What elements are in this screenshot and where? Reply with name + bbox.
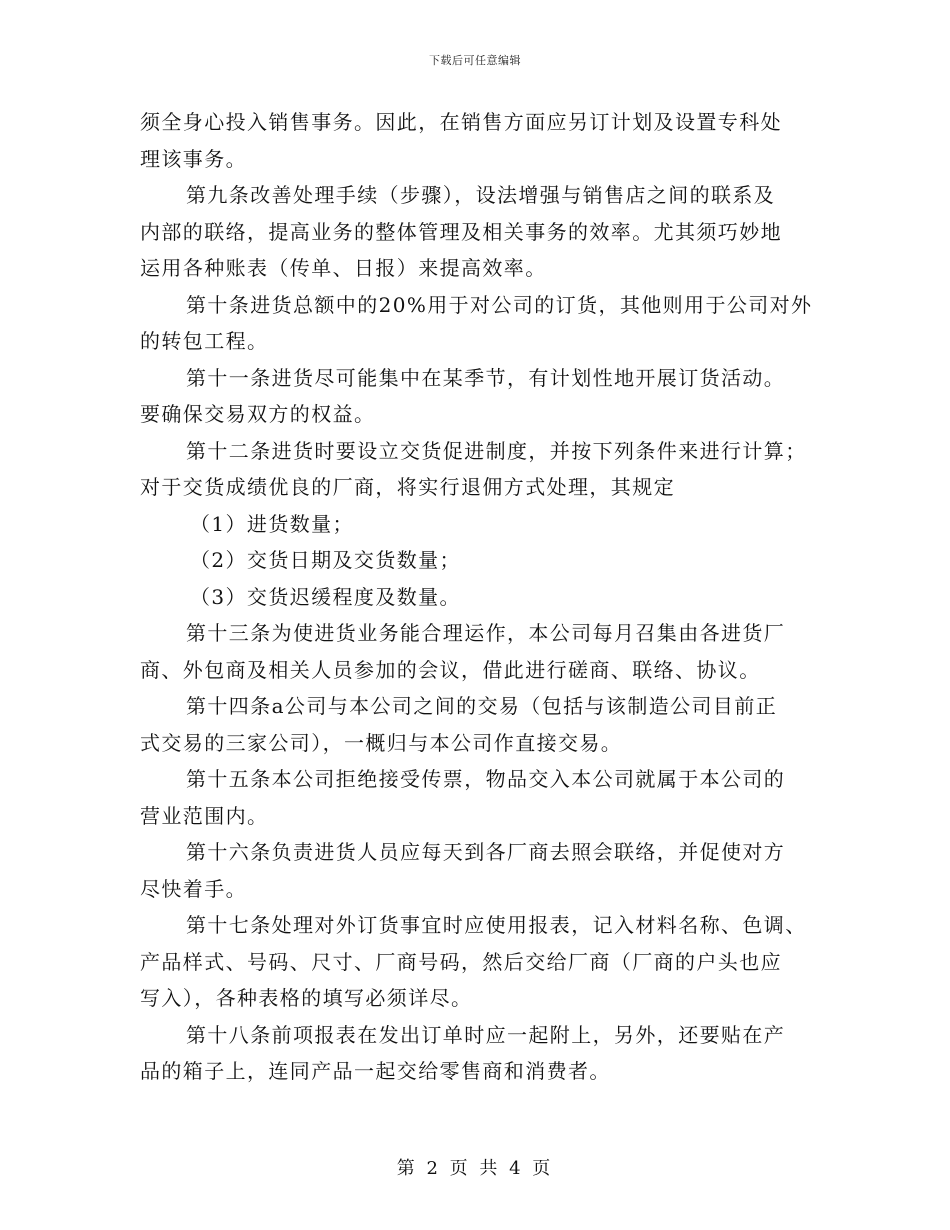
text-line: 对于交货成绩优良的厂商，将实行退佣方式处理，其规定 [140, 475, 675, 499]
article-11-start: 第十一条进货尽可能集中在某季节，有计划性地开展订货活动。 [186, 365, 786, 390]
list-item: （1）进货数量； [190, 511, 354, 536]
text-line: 商、外包商及相关人员参加的会议，借此进行磋商、联络、协议。 [140, 657, 761, 682]
text-line: 须全身心投入销售事务。因此，在销售方面应另订计划及设置专科处 [140, 110, 782, 134]
list-item: （2）交货日期及交货数量； [190, 548, 461, 572]
text-line: 尽快着手。 [140, 876, 247, 901]
text-line: 营业范围内。 [140, 803, 269, 828]
text-line: 品的箱子上，连同产品一起交给零售商和消费者。 [140, 1059, 611, 1083]
article-14-start: 第十四条a公司与本公司之间的交易（包括与该制造公司目前正 [186, 694, 778, 718]
article-18-start: 第十八条前项报表在发出订单时应一起附上，另外，还要贴在产 [186, 1022, 786, 1047]
article-12-start: 第十二条进货时要设立交货促进制度，并按下列条件来进行计算； [186, 438, 807, 463]
text-line: 内部的联络，提高业务的整体管理及相关事务的效率。尤其须巧妙地 [140, 219, 782, 244]
text-line: 运用各种账表（传单、日报）来提高效率。 [140, 256, 547, 280]
list-item: （3）交货迟缓程度及数量。 [190, 584, 461, 609]
text-line: 理该事务。 [140, 146, 247, 171]
article-9-start: 第九条改善处理手续（步骤），设法增强与销售店之间的联系及 [186, 183, 776, 207]
text-line: 写入），各种表格的填写必须详尽。 [140, 986, 473, 1010]
text-line: 产品样式、号码、尺寸、厂商号码，然后交给厂商（厂商的户头也应 [140, 949, 782, 974]
text-line: 的转包工程。 [140, 329, 269, 353]
page-number: 第 2 页 共 4 页 [396, 1158, 554, 1179]
article-16-start: 第十六条负责进货人员应每天到各厂商去照会联络，并促使对方 [186, 840, 786, 864]
text-line: 要确保交易双方的权益。 [140, 402, 376, 426]
text-line: 式交易的三家公司），一概归与本公司作直接交易。 [140, 730, 623, 755]
article-15-start: 第十五条本公司拒绝接受传票，物品交入本公司就属于本公司的 [186, 767, 786, 791]
article-17-start: 第十七条处理对外订货事宜时应使用报表，记入材料名称、色调、 [186, 913, 807, 937]
page-header: 下载后可任意编辑 [429, 54, 521, 67]
document-body [140, 104, 820, 1090]
article-10-start: 第十条进货总额中的20%用于对公司的订货，其他则用于公司对外 [186, 292, 813, 317]
article-13-start: 第十三条为使进货业务能合理运作，本公司每月召集由各进货厂 [186, 621, 786, 645]
